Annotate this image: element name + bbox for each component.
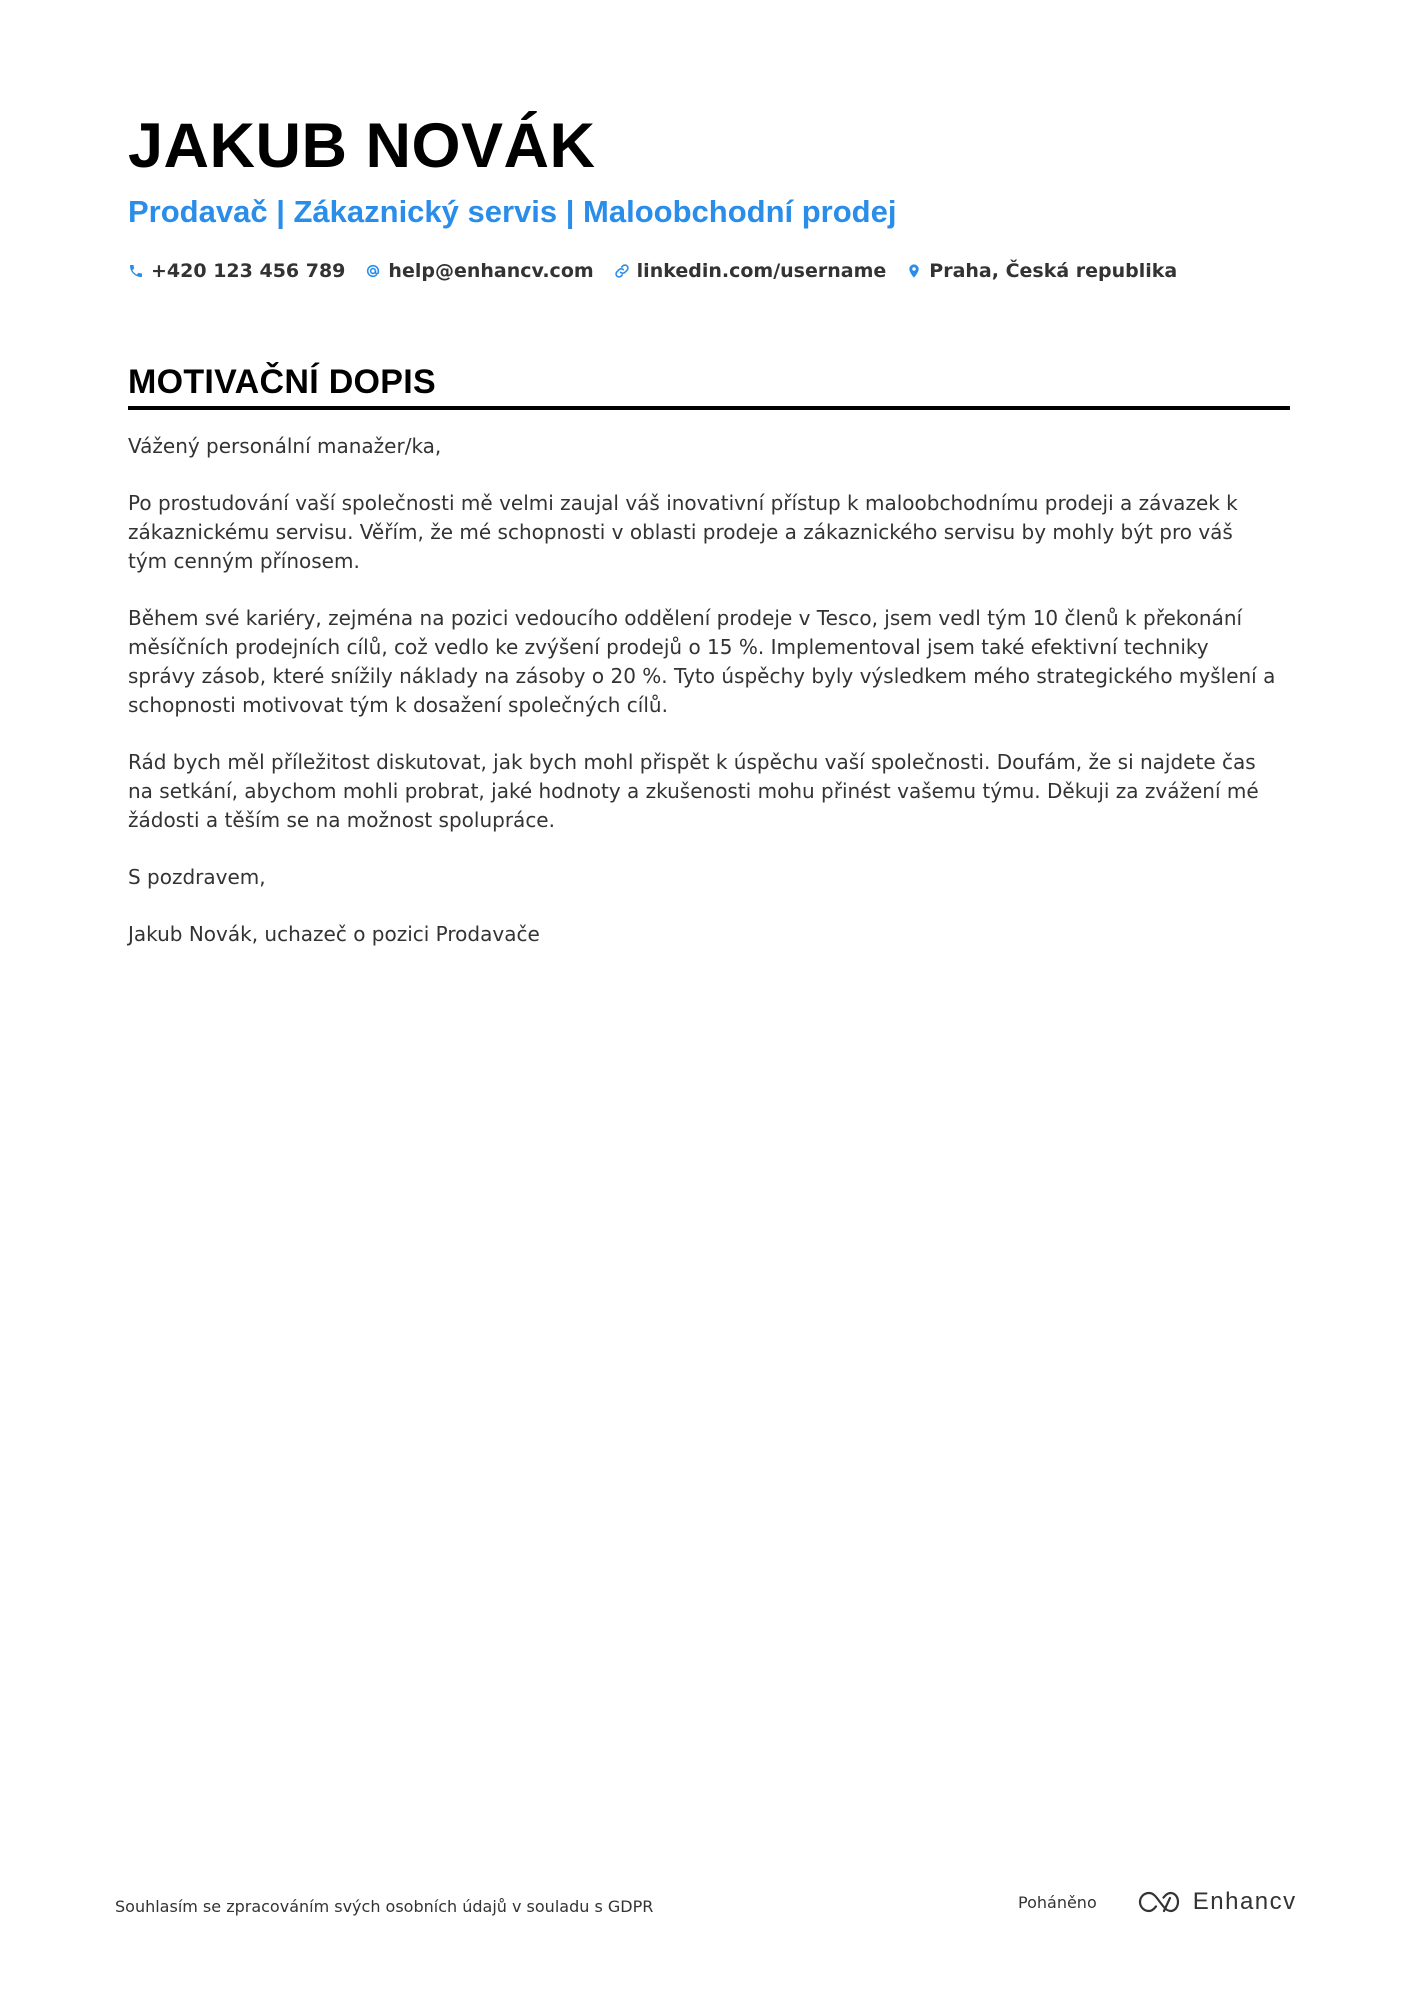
- contact-linkedin[interactable]: [614, 258, 887, 284]
- contact-location-text: Praha, Česká republika: [929, 260, 1178, 282]
- enhancv-logo-text: Enhancv: [1192, 1888, 1297, 1915]
- letter-body: [128, 432, 1290, 949]
- at-icon: [365, 263, 381, 279]
- contact-location: [906, 258, 1177, 284]
- link-icon: [614, 263, 630, 279]
- letter-salutation: Vážený personální manažer/ka,: [128, 434, 442, 458]
- powered-by: [1018, 1882, 1297, 1922]
- contact-phone[interactable]: [128, 258, 345, 284]
- letter-paragraph: Po prostudování vaší společnosti mě velmi zaujal váš inovativní přístup k maloobchodnímu prodeji a závazek k zákaznickému servisu. Věřím, že mé schopnosti v oblasti prodeje a zákaznického servisu by mohly být pro váš tým cenným přínosem.: [128, 491, 1238, 573]
- letter-closing: S pozdravem,: [128, 865, 266, 889]
- candidate-name: JAKUB NOVÁK: [128, 111, 596, 181]
- contact-bar: [128, 258, 1290, 284]
- section-title: MOTIVAČNÍ DOPIS: [128, 360, 1290, 410]
- letter-signature: Jakub Novák, uchazeč o pozici Prodavače: [128, 922, 540, 946]
- enhancv-logo-icon: [1137, 1889, 1183, 1915]
- letter-paragraph: Během své kariéry, zejména na pozici vedoucího oddělení prodeje v Tesco, jsem vedl tým 10 členů k překonání měsíčních prodejních cílů, což vedlo ke zvýšení prodejů o 15 %. Implementoval jsem také efektivní techniky správy zásob, které snížily náklady na zásoby o 20 %. Tyto úspěchy byly výsledkem mého strategického myšlení a schopnosti motivovat tým k dosažení společných cílů.: [128, 606, 1276, 717]
- gdpr-consent: Souhlasím se zpracováním svých osobních údajů v souladu s GDPR: [115, 1897, 654, 1916]
- contact-email[interactable]: [365, 258, 593, 284]
- contact-phone-text: +420 123 456 789: [151, 260, 346, 282]
- contact-linkedin-text: linkedin.com/username: [636, 260, 887, 282]
- powered-by-label: Poháněno: [1018, 1892, 1097, 1912]
- cover-letter-page: [128, 108, 1290, 977]
- contact-email-text: help@enhancv.com: [388, 260, 594, 282]
- phone-icon: [128, 263, 144, 279]
- candidate-headline: Prodavač | Zákaznický servis | Maloobchodní prodej: [128, 194, 897, 229]
- letter-paragraph: Rád bych měl příležitost diskutovat, jak bych mohl přispět k úspěchu vaší společnosti. Doufám, že si najdete čas na setkání, abychom mohli probrat, jaké hodnoty a zkušenosti mohu přinést vašemu týmu. Děkuji za zvážení mé žádosti a těším se na možnost spolupráce.: [128, 750, 1259, 832]
- location-pin-icon: [906, 263, 922, 279]
